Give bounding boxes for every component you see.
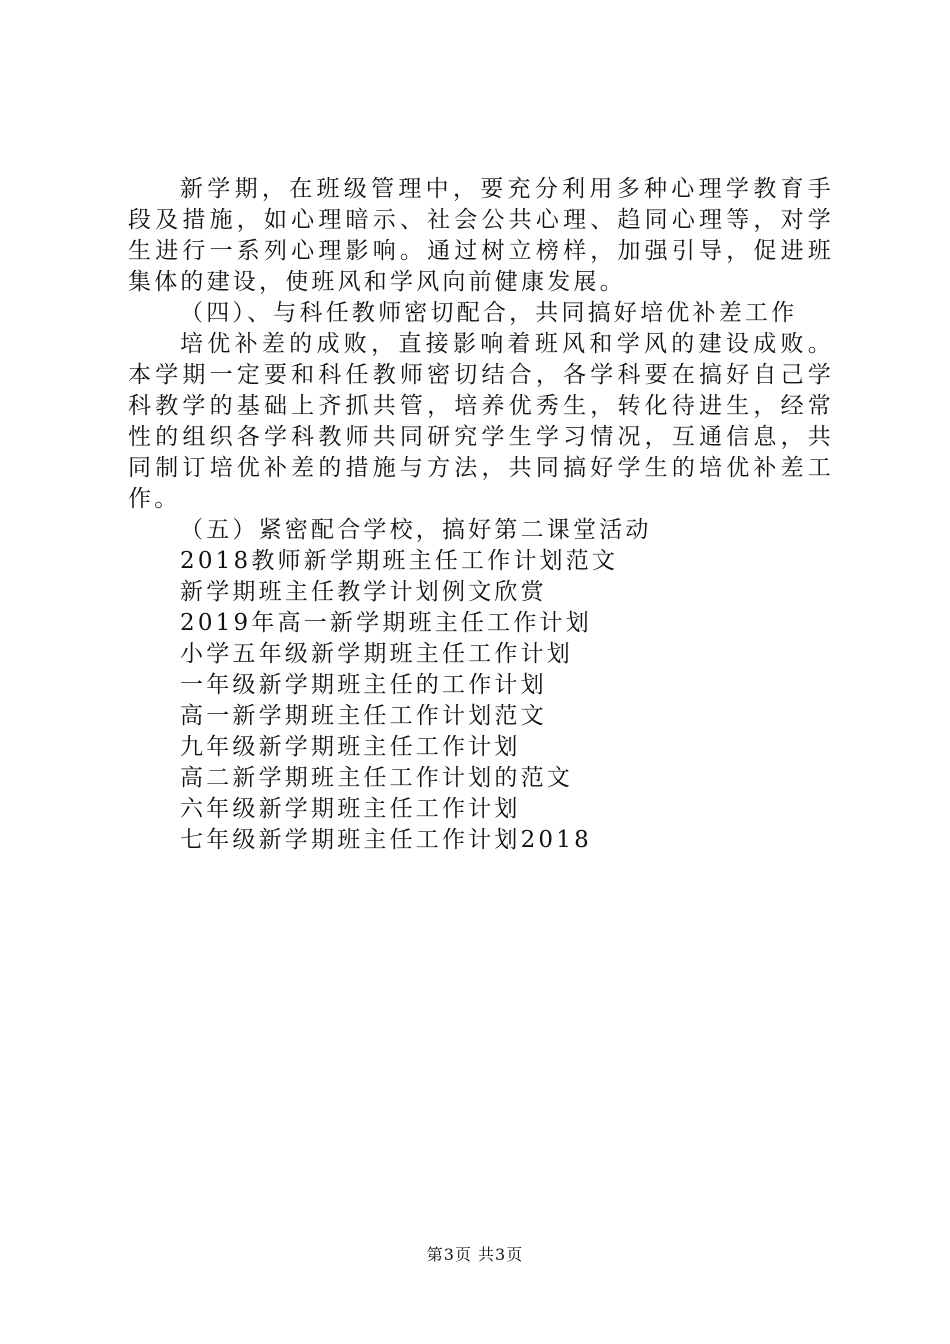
list-item: 九年级新学期班主任工作计划 <box>180 734 521 760</box>
list-item: 高一新学期班主任工作计划范文 <box>180 703 547 729</box>
paragraph-class-management: 新学期，在班级管理中，要充分利用多种心理学教育手段及措施，如心理暗示、社会公共心理、趋同心理等，对学生进行一系列心理影响。通过树立榜样，加强引导，促进班集体的建设，使班风和学风向前健康发展。 <box>128 176 834 295</box>
list-item: 七年级新学期班主任工作计划2018 <box>180 827 592 853</box>
list-item: 2018教师新学期班主任工作计划范文 <box>180 548 619 574</box>
page-number-footer: 第3页 共3页 <box>426 1245 524 1264</box>
section-heading-cooperation: （四）、与科任教师密切配合，共同搞好培优补差工作 <box>180 300 798 326</box>
document-body <box>128 174 834 856</box>
section-heading-activities: （五）紧密配合学校，搞好第二课堂活动 <box>180 517 652 543</box>
related-titles-list <box>128 546 834 856</box>
list-item: 小学五年级新学期班主任工作计划 <box>180 641 573 667</box>
list-item: 新学期班主任教学计划例文欣赏 <box>180 579 547 605</box>
list-item: 一年级新学期班主任的工作计划 <box>180 672 547 698</box>
paragraph-tutoring: 培优补差的成败，直接影响着班风和学风的建设成败。本学期一定要和科任教师密切结合，各学科要在搞好自己学科教学的基础上齐抓共管，培养优秀生，转化待进生，经常性的组织各学科教师共同研究学生学习情况，互通信息，共同制订培优补差的措施与方法，共同搞好学生的培优补差工作。 <box>128 331 834 512</box>
list-item: 2019年高一新学期班主任工作计划 <box>180 610 592 636</box>
list-item: 六年级新学期班主任工作计划 <box>180 796 521 822</box>
list-item: 高二新学期班主任工作计划的范文 <box>180 765 573 791</box>
